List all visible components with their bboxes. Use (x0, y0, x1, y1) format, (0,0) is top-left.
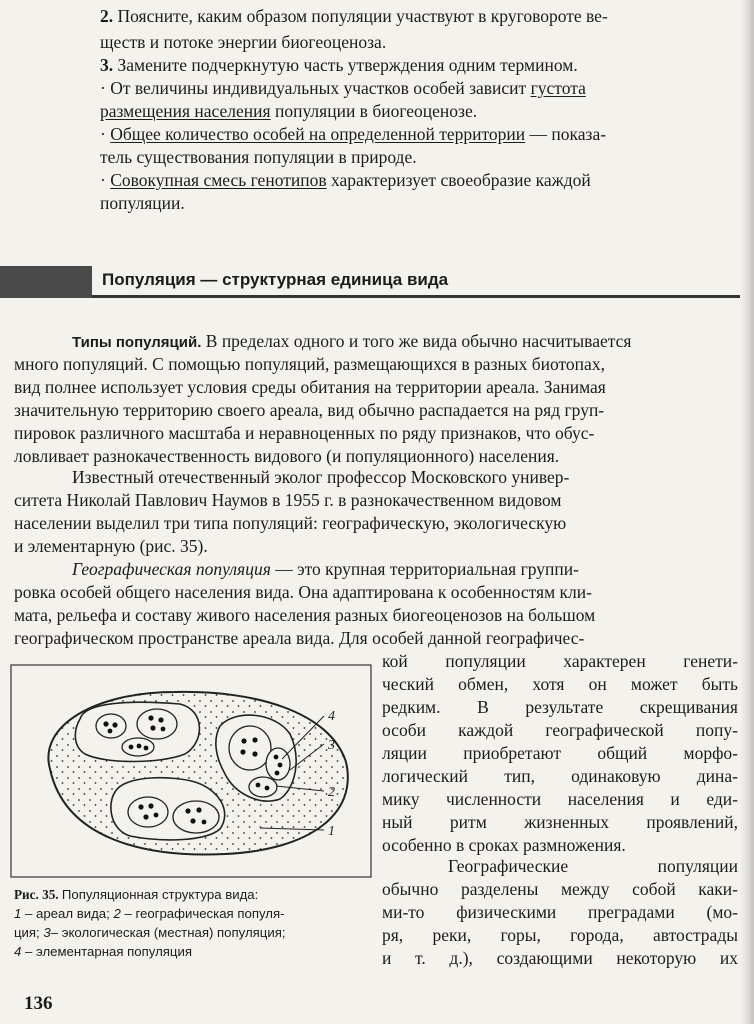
p2-line3: населении выделил три типа популяций: географическую, экологическую (14, 513, 567, 533)
figure-caption-line2 (14, 905, 285, 922)
p3-line1 (72, 559, 579, 580)
item3-underlined: Совокупная смесь генотипов (110, 170, 327, 190)
p4-line1: Географические популяции (448, 856, 738, 876)
section-header (0, 266, 740, 298)
section-rule (92, 295, 740, 298)
task2-line2: ществ и потоке энергии биогеоценоза. (100, 32, 387, 52)
p3-line7: редким. В результате скрещивания (382, 697, 738, 717)
ecological-population (96, 714, 126, 738)
task3-item1-line2 (100, 101, 477, 122)
caption-title: Популяционная структура вида: (61, 887, 259, 902)
task3-item1-line1 (100, 78, 586, 99)
label-1: 1 (328, 824, 335, 839)
caption-item: – ареал вида; (25, 906, 110, 921)
caption-item: – экологическая (местная) популяция; (50, 925, 286, 940)
p3-line12: ный ритм жизненных проявлений, (382, 812, 738, 832)
task3-item2-line2: тель существования популяции в природе. (100, 147, 417, 167)
p3-line13: особенно в сроках размножения. (382, 835, 626, 855)
page-number: 136 (24, 993, 53, 1014)
figure-35 (10, 664, 372, 878)
p1-line4: значительную территорию своего ареала, вид обычно распадается на ряд груп- (14, 400, 605, 420)
bullet: · (100, 78, 106, 98)
item1-post: популяции в биогеоценозе. (274, 101, 478, 121)
item2-post: — показа- (529, 124, 607, 144)
task2-line1 (100, 6, 740, 27)
item1-text: От величины индивидуальных участков особей зависит (110, 78, 527, 98)
task3-text: Замените подчеркнутую часть утверждения одним термином. (117, 55, 578, 75)
bullet: · (100, 124, 106, 144)
p1-line2: много популяций. С помощью популяций, размещающихся в разных биотопах, (14, 354, 605, 374)
task3-number: 3. (100, 55, 114, 75)
caption-item: – географическая популя- (124, 906, 285, 921)
caption-num: 2 (113, 906, 121, 921)
p3-term: Географическая популяция (72, 559, 271, 579)
item1-underlined: густота (530, 78, 586, 98)
p2-line4: и элементарную (рис. 35). (14, 536, 208, 556)
task2-number: 2. (100, 6, 114, 26)
ecological-population (173, 801, 219, 833)
p3-line8: особи каждой географической попу- (382, 720, 738, 740)
figure-caption-line3 (14, 924, 286, 941)
p1-lead: Типы популяций. (72, 334, 202, 351)
figure-caption-line1 (14, 886, 258, 903)
p1-line1 (72, 331, 631, 353)
p4-line5: и т. д.), создающими некоторую их (382, 948, 738, 968)
task3-item3-line1 (100, 170, 591, 191)
p1-line3: вид полнее использует условия среды обитания на территории ареала. Занимая (14, 377, 606, 397)
p1-line6: ловливает разнокачественность видового (и популяционного) населения. (14, 446, 560, 466)
caption-num: 3 (43, 925, 51, 940)
item3-post: характеризует своеобразие каждой (330, 170, 591, 190)
ecological-population (229, 726, 271, 770)
label-2: 2 (328, 785, 335, 800)
figure-caption-line4 (14, 943, 192, 960)
caption-num: 4 (14, 944, 22, 959)
page-edge-shadow (740, 0, 754, 1024)
caption-item: ция; (14, 925, 40, 940)
ecological-population (128, 797, 168, 827)
task3-line (100, 55, 578, 76)
p2-line2: ситета Николай Павлович Наумов в 1955 г. в разнокачественном видовом (14, 490, 562, 510)
task3-item2-line1 (100, 124, 606, 145)
p3-line10: логический тип, одинаковую дина- (382, 766, 738, 786)
task2-text: Поясните, каким образом популяции участвуют в круговороте ве- (117, 6, 608, 26)
p3-text: — это крупная территориальная группи- (275, 559, 579, 579)
caption-fig-number: Рис. 35. (14, 887, 59, 902)
p3-line3: мата, рельефа и составу живого населения разных биогеоценозов на большом (14, 605, 596, 625)
p3-line2: ровка особей общего населения вида. Она адаптирована к особенностям кли- (14, 582, 592, 602)
caption-num: 1 (14, 906, 22, 921)
p3-line5: кой популяции характерен генети- (382, 651, 738, 671)
p3-line11: мику численности населения и еди- (382, 789, 738, 809)
p4-line4: ря, реки, горы, города, автострады (382, 925, 738, 945)
p3-line4: географическом пространстве ареала вида. Для особей данной географичес- (14, 628, 585, 648)
p3-line6: ческий обмен, хотя он может быть (382, 674, 738, 694)
p4-line2: обычно разделены между собой каки- (382, 879, 738, 899)
item1-underlined-2: размещения населения (100, 101, 271, 121)
p2-line1: Известный отечественный эколог профессор Московского универ- (72, 467, 570, 487)
p3-line9: ляции приобретают общий морфо- (382, 743, 738, 763)
p1-text: В пределах одного и того же вида обычно насчитывается (205, 331, 632, 351)
label-3: 3 (328, 738, 335, 753)
caption-item: – элементарная популяция (25, 944, 192, 959)
ecological-population (249, 777, 277, 797)
section-marker (0, 266, 92, 298)
item2-underlined: Общее количество особей на определенной территории (110, 124, 526, 144)
p1-line5: пировок различного масштаба и неравноценных по ряду признаков, что обус- (14, 423, 595, 443)
task3-item3-line2: популяции. (100, 193, 185, 213)
p4-line3: ми-то физическими преградами (мо- (382, 902, 738, 922)
ecological-population (137, 709, 177, 739)
section-title: Популяция — структурная единица вида (102, 270, 449, 289)
label-4: 4 (328, 709, 335, 724)
bullet: · (100, 170, 106, 190)
